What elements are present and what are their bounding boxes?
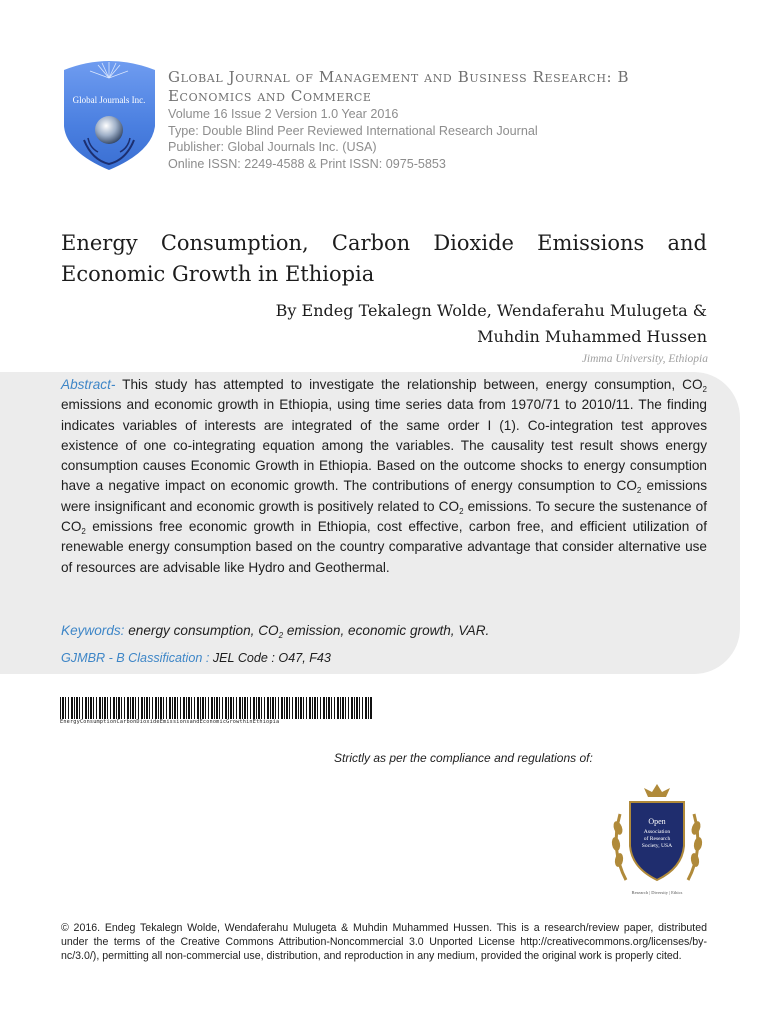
- abstract-segment: This study has attempted to investigate the relationship between, energy consumption, CO: [115, 377, 703, 392]
- abstract-segment: emissions were insignificant and economic growth is positively related to CO: [61, 478, 707, 514]
- journal-header: [168, 68, 728, 172]
- journal-type: Type: Double Blind Peer Reviewed International Research Journal: [168, 123, 538, 138]
- seal-line2: Association: [643, 829, 671, 835]
- journal-publisher: Publisher: Global Journals Inc. (USA): [168, 140, 377, 154]
- subscript: 2: [81, 527, 86, 537]
- subscript: 2: [459, 506, 464, 516]
- journal-title-line2: Economics and Commerce: [168, 87, 372, 105]
- copyright-notice: © 2016. Endeg Tekalegn Wolde, Wendaferahu Mulugeta & Muhdin Muhammed Hussen. This is a research/review paper, distributed under the terms of the Creative Commons Attribution-Noncommercial 3.0 Unported License http://creativecommons.org/licenses/by-nc/3.0/), permitting all non-commercial use, distribution, and reproduction in any medium, provided the original work is properly cited.: [61, 922, 707, 962]
- keywords-segment: emission, economic growth, VAR.: [283, 623, 490, 638]
- subscript: 2: [278, 631, 284, 640]
- seal-line3: of Research: [643, 836, 671, 842]
- subscript: 2: [636, 486, 642, 496]
- logo-text: Global Journals Inc.: [72, 95, 146, 105]
- authors-line2: Muhdin Muhammed Hussen: [477, 327, 707, 346]
- seal-line4: Society, USA: [641, 843, 673, 849]
- journal-title-line1: Global Journal of Management and Business Research: B: [168, 68, 630, 86]
- classification: [61, 651, 707, 665]
- abstract-label: Abstract-: [61, 377, 116, 392]
- journal-volume: Volume 16 Issue 2 Version 1.0 Year 2016: [168, 107, 399, 121]
- global-journals-logo: [62, 48, 157, 171]
- keywords: [61, 623, 707, 638]
- seal-line1: Open: [648, 817, 666, 826]
- authors: [147, 298, 707, 350]
- classification-value: JEL Code : O47, F43: [209, 651, 331, 665]
- authors-line1: By Endeg Tekalegn Wolde, Wendaferahu Mulugeta &: [275, 301, 707, 320]
- abstract-text: [61, 375, 707, 578]
- keywords-label: Keywords:: [61, 623, 125, 638]
- seal-motto: Research | Diversity | Ethics: [631, 890, 683, 895]
- journal-issn: Online ISSN: 2249-4588 & Print ISSN: 0975-5853: [168, 156, 446, 171]
- abstract-segment: emissions free economic growth in Ethiopia, cost effective, carbon free, and efficient utilization of renewable energy consumption based on the country comparative advantage that consider alternative use of resources are advisable like Hydro and Geothermal.: [61, 519, 707, 575]
- subscript: 2: [702, 385, 707, 394]
- compliance-note: Strictly as per the compliance and regulations of:: [334, 751, 593, 765]
- classification-label: GJMBR - B Classification :: [61, 651, 210, 665]
- keywords-segment: energy consumption, CO: [124, 623, 279, 638]
- paper-title: Energy Consumption, Carbon Dioxide Emissions and Economic Growth in Ethiopia: [61, 231, 707, 286]
- abstract-segment: emissions. To secure the sustenance of CO: [61, 498, 707, 535]
- barcode: [60, 697, 372, 719]
- barcode-text: EnergyConsumptionCarbonDioxideEmissionsandEconomicGrowthinEthiopia: [60, 719, 280, 725]
- affiliation: Jimma University, Ethiopia: [581, 353, 708, 365]
- open-association-seal: [606, 780, 708, 898]
- abstract-segment: emissions and economic growth in Ethiopia, using time series data from 1970/71 to 2010/11. The finding indicates variables of interests are integrated of the same order I (1). Co-integration test approves existence of one co-integrating equation among the variables. The causality test result shows energy consumption causes Economic Growth in Ethiopia. Based on the outcome shocks to energy consumption have a negative impact on economic growth. The contributions of energy consumption to CO: [61, 397, 707, 494]
